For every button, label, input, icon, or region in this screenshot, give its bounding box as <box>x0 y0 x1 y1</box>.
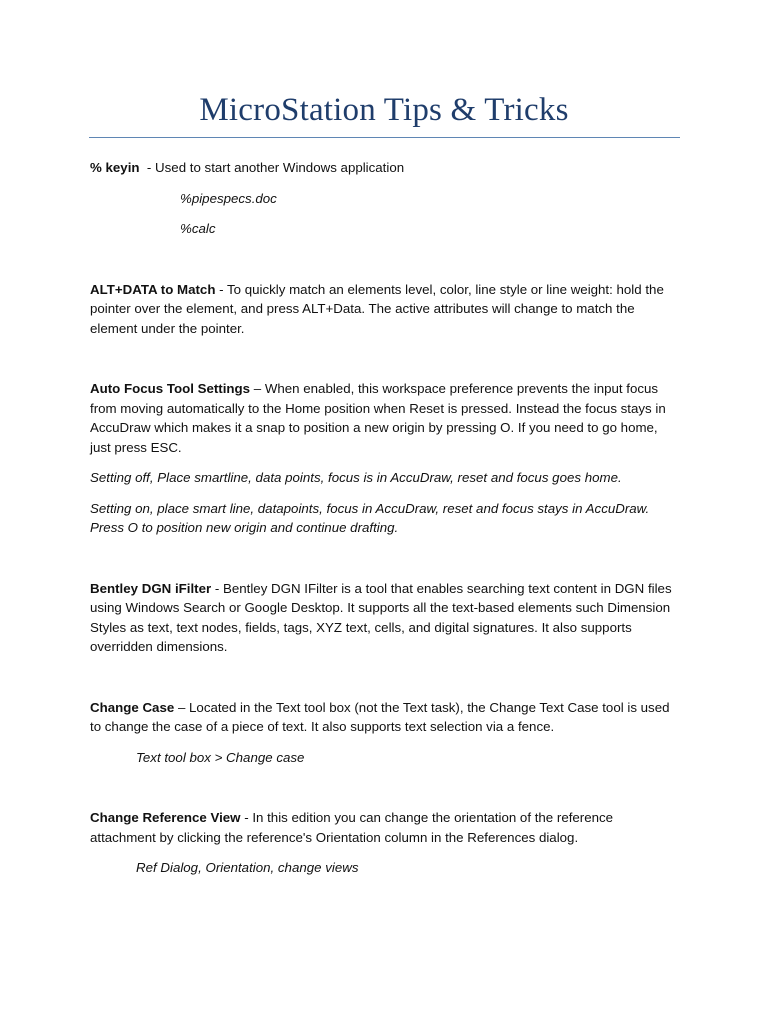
tip-term: Change Case <box>90 699 175 715</box>
tip-description: - Bentley DGN IFilter is a tool that enables searching text content in DGN files using Windows Search or Google Desktop. It supports all the text-based elements such Dimension Styles as text, text nodes, fields, tags, XYZ text, cells, and digital signatures. It also supports overridden dimensions. <box>90 580 672 654</box>
tip-keyin <box>90 158 675 178</box>
tip-path: Text tool box > Change case <box>136 749 305 765</box>
page-title: MicroStation Tips & Tricks <box>199 92 569 128</box>
tip-term: Change Reference View <box>90 810 241 825</box>
document-body <box>90 158 675 878</box>
tip-term: Bentley DGN iFilter <box>90 580 212 596</box>
tip-note: Setting off, Place smartline, data points, focus is in AccuDraw, reset and focus goes home. <box>90 470 622 485</box>
tip-example: %calc <box>180 221 216 236</box>
tip-path: Ref Dialog, Orientation, change views <box>136 860 359 875</box>
tip-auto-focus <box>90 379 675 457</box>
tip-description: - Used to start another Windows application <box>139 160 405 175</box>
tip-description: – When enabled, this workspace preference prevents the input focus from moving automatically to the Home position when Reset is pressed. Instead the focus stays in AccuDraw which makes it a snap to position a new origin by pressing O. If you need to go home, just press ESC. <box>90 381 666 455</box>
tip-note: Setting on, place smart line, datapoints, focus in AccuDraw, reset and focus stays in AccuDraw. Press O to position new origin and continue drafting. <box>90 500 650 535</box>
tip-term: % keyin <box>90 160 140 175</box>
tip-term: Auto Focus Tool Settings <box>90 381 251 396</box>
tip-description: - In this edition you can change the orientation of the reference attachment by clicking the reference's Orientation column in the References dialog. <box>90 810 614 845</box>
tip-ifilter <box>90 579 675 657</box>
tip-description: - To quickly match an elements level, color, line style or line weight: hold the pointer over the element, and press ALT+Data. The active attributes will change to match the element under the pointer. <box>90 281 664 336</box>
tip-description: – Located in the Text tool box (not the Text task), the Change Text Case tool is used to change the case of a piece of text. It also supports text selection via a fence. <box>90 699 670 734</box>
tip-example: %pipespecs.doc <box>180 190 277 206</box>
tip-alt-data <box>90 280 675 339</box>
tip-change-reference-view <box>90 808 675 847</box>
tip-change-case <box>90 698 675 737</box>
tip-term: ALT+DATA to Match <box>90 281 216 297</box>
title-divider <box>89 137 680 138</box>
